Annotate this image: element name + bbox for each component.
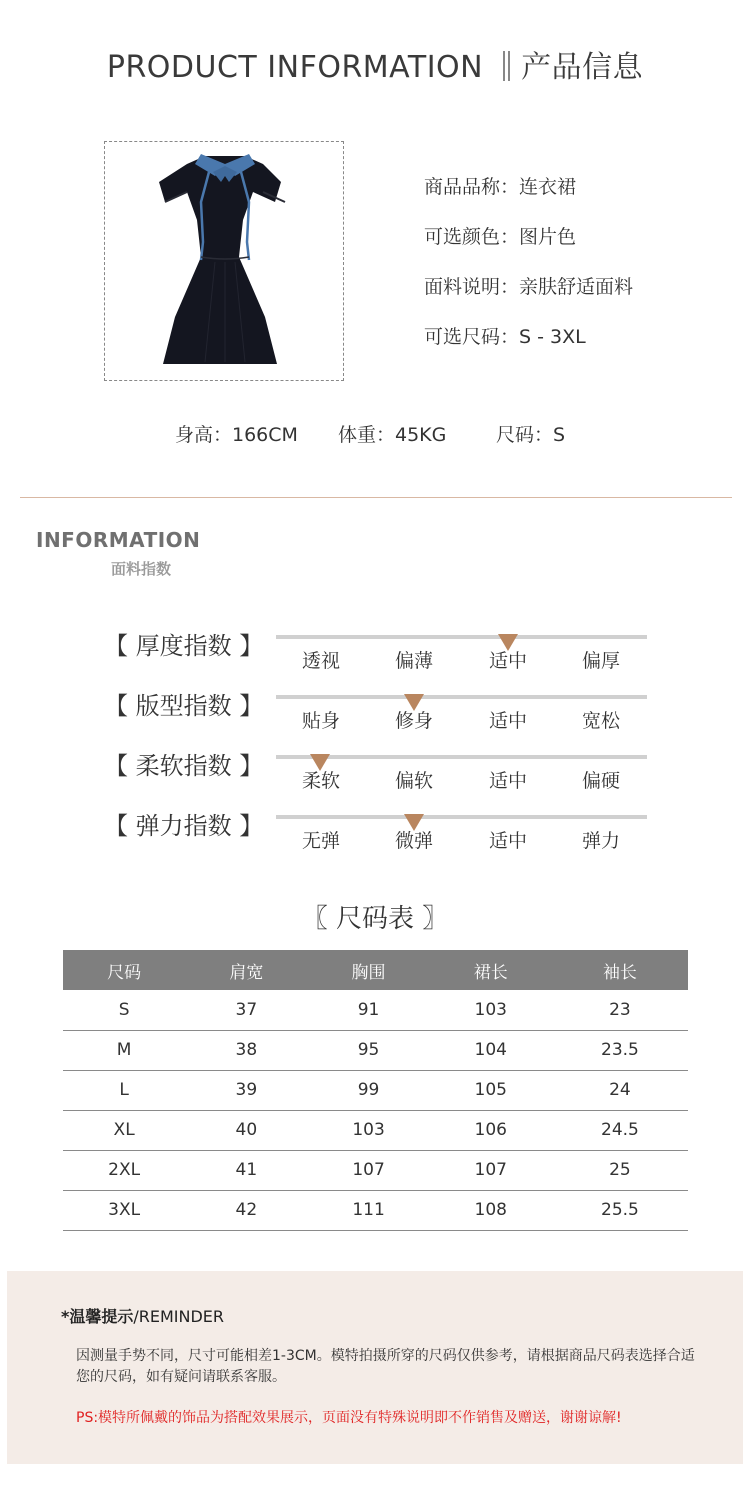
table-cell: S (63, 990, 185, 1030)
index-option: 适中 (488, 770, 527, 792)
index-label: 【 厚度指数 】 (104, 632, 264, 660)
index-option: 透视 (301, 650, 340, 672)
page-header (0, 42, 750, 86)
index-option: 偏软 (394, 770, 433, 792)
table-header-cell: 肩宽 (185, 950, 307, 990)
index-option: 适中 (488, 710, 527, 732)
index-option: 贴身 (301, 710, 340, 732)
index-bar (276, 815, 647, 819)
index-option: 无弹 (301, 830, 340, 852)
table-cell: 105 (430, 1070, 552, 1110)
table-cell: 107 (430, 1150, 552, 1190)
info-size-range: 可选尺码：S - 3XL (424, 326, 586, 348)
table-cell: 25.5 (552, 1190, 688, 1230)
table-cell: 25 (552, 1150, 688, 1190)
reminder-title-bold: *温馨提示 (61, 1307, 134, 1326)
table-row (63, 1030, 688, 1070)
table-cell: 111 (307, 1190, 429, 1230)
reminder-text: 因测量手势不同，尺寸可能相差1-3CM。模特拍摄所穿的尺码仅供参考，请根据商品尺码表选择合适您的尺码，如有疑问请联系客服。 (76, 1348, 695, 1385)
table-cell: 23 (552, 990, 688, 1030)
reminder-title-en: /REMINDER (133, 1307, 225, 1326)
product-info-list (424, 172, 633, 372)
index-option: 弹力 (581, 830, 620, 852)
index-bar (276, 635, 647, 639)
table-cell: 42 (185, 1190, 307, 1230)
table-row (63, 990, 688, 1030)
index-label: 【 版型指数 】 (104, 692, 264, 720)
reminder-ps: PS:模特所佩戴的饰品为搭配效果展示，页面没有特殊说明即不作销售及赠送，谢谢谅解! (76, 1410, 622, 1426)
table-cell: 91 (307, 990, 429, 1030)
reminder-box (7, 1271, 743, 1464)
table-row (63, 1070, 688, 1110)
table-header-cell: 裙长 (430, 950, 552, 990)
table-header-cell: 尺码 (63, 950, 185, 990)
index-option: 宽松 (581, 710, 620, 732)
index-option: 适中 (488, 830, 527, 852)
header-title-cn: 产品信息 (521, 50, 644, 85)
table-cell: 23.5 (552, 1030, 688, 1070)
info-color: 可选颜色：图片色 (424, 226, 577, 248)
index-option: 偏薄 (394, 650, 433, 672)
table-cell: XL (63, 1110, 185, 1150)
table-cell: 99 (307, 1070, 429, 1110)
section-divider (20, 497, 732, 498)
table-row (63, 1190, 688, 1230)
model-size: 尺码：S (496, 424, 566, 446)
index-row-elasticity (0, 806, 750, 866)
table-cell: 39 (185, 1070, 307, 1110)
information-subtitle: 面料指数 (111, 560, 172, 578)
header-separator (503, 51, 505, 81)
table-cell: 40 (185, 1110, 307, 1150)
model-weight: 体重：45KG (338, 424, 447, 446)
table-cell: 3XL (63, 1190, 185, 1230)
table-cell: 108 (430, 1190, 552, 1230)
index-option: 偏厚 (581, 650, 620, 672)
product-photo-frame (104, 141, 344, 381)
table-cell: M (63, 1030, 185, 1070)
table-header-cell: 胸围 (307, 950, 429, 990)
index-label: 【 柔软指数 】 (104, 752, 264, 780)
model-info (175, 420, 565, 447)
dress-image (105, 142, 345, 382)
info-fabric: 面料说明：亲肤舒适面料 (424, 276, 634, 298)
size-table (63, 950, 688, 1231)
table-cell: 95 (307, 1030, 429, 1070)
information-title: INFORMATION (36, 528, 201, 552)
table-cell: 107 (307, 1150, 429, 1190)
table-header-cell: 袖长 (552, 950, 688, 990)
table-cell: 38 (185, 1030, 307, 1070)
table-cell: 2XL (63, 1150, 185, 1190)
table-cell: 41 (185, 1150, 307, 1190)
index-bar (276, 695, 647, 699)
index-option: 微弹 (394, 830, 433, 852)
table-row (63, 1150, 688, 1190)
index-row-fit (0, 686, 750, 746)
index-row-thickness (0, 626, 750, 686)
index-option: 柔软 (301, 770, 340, 792)
index-option: 适中 (488, 650, 527, 672)
model-height: 身高：166CM (175, 424, 298, 446)
table-cell: 37 (185, 990, 307, 1030)
table-cell: 103 (430, 990, 552, 1030)
table-cell: 104 (430, 1030, 552, 1070)
table-row (63, 1110, 688, 1150)
table-cell: 106 (430, 1110, 552, 1150)
size-table-title: 〖 尺码表 〗 (301, 904, 449, 934)
index-option: 修身 (394, 710, 433, 732)
index-label: 【 弹力指数 】 (104, 812, 264, 840)
table-cell: 24 (552, 1070, 688, 1110)
table-header-row (63, 950, 688, 990)
header-title-en: PRODUCT INFORMATION (106, 50, 484, 85)
index-option: 偏硬 (581, 770, 620, 792)
table-cell: 103 (307, 1110, 429, 1150)
index-row-softness (0, 746, 750, 806)
reminder-title (61, 1304, 224, 1327)
info-product-name: 商品品称：连衣裙 (424, 176, 577, 198)
table-cell: 24.5 (552, 1110, 688, 1150)
table-cell: L (63, 1070, 185, 1110)
index-bar (276, 755, 647, 759)
